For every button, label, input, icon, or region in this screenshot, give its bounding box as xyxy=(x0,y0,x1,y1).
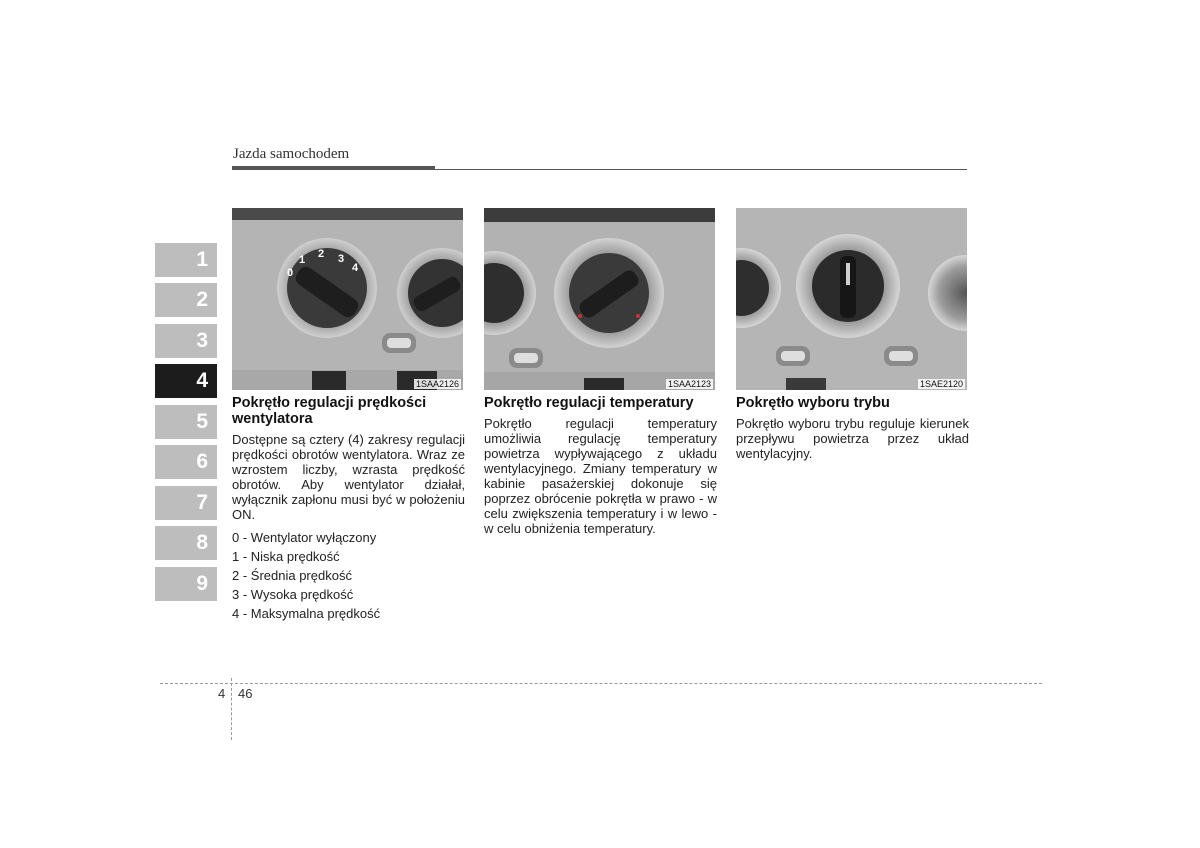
list-item: 1 - Niska prędkość xyxy=(232,549,340,564)
chapter-tab-2[interactable]: 2 xyxy=(155,283,217,317)
section-body: Pokrętło wyboru trybu reguluje kierunek przepływu powietrza przez układ wentylacyjny. xyxy=(736,416,969,461)
section-title: Pokrętło regulacji temperatury xyxy=(484,395,694,411)
footer-divider xyxy=(160,683,1042,684)
list-item: 2 - Średnia prędkość xyxy=(232,568,352,583)
photo-code: 1SAE2120 xyxy=(919,379,963,389)
chapter-tab-5[interactable]: 5 xyxy=(155,405,217,439)
section-body: Pokrętło regulacji temperatury umożliwia regulację temperatury powietrza wypływającego z układu wentylacyjnego. Zmiany temperatury w kabinie pasażerskiej dokonuje się poprzez obrócenie pokrętła w prawo - w celu zwiększenia temperatury i w lewo - w celu obniżenia temperatury. xyxy=(484,416,717,536)
list-item: 3 - Wysoka prędkość xyxy=(232,587,354,602)
list-item: 4 - Maksymalna prędkość xyxy=(232,606,381,621)
mode-section xyxy=(736,395,969,461)
photo-code: 1SAA2123 xyxy=(667,379,711,389)
header-rule-thin xyxy=(435,169,967,170)
dial-number-3: 3 xyxy=(338,253,345,265)
header-rule xyxy=(232,166,435,170)
chapter-number: 4 xyxy=(218,686,226,701)
chapter-tab-1[interactable]: 1 xyxy=(155,243,217,277)
temperature-section xyxy=(484,395,717,536)
fan-speed-section xyxy=(232,395,465,623)
fan-speed-knob-photo xyxy=(232,208,463,390)
dial-number-1: 1 xyxy=(299,254,306,266)
page-header-title: Jazda samochodem xyxy=(233,146,350,162)
chapter-tab-8[interactable]: 8 xyxy=(155,526,217,560)
photo-code: 1SAA2126 xyxy=(415,379,459,389)
dial-number-2: 2 xyxy=(318,248,325,260)
section-title: Pokrętło regulacji prędkości wentylatora xyxy=(232,395,427,427)
temperature-knob-photo xyxy=(484,208,715,390)
mode-knob-photo xyxy=(736,208,967,390)
dial-number-0: 0 xyxy=(287,267,294,279)
chapter-tab-3[interactable]: 3 xyxy=(155,324,217,358)
dial-number-4: 4 xyxy=(352,262,359,274)
chapter-tab-9[interactable]: 9 xyxy=(155,567,217,601)
fan-speed-list xyxy=(232,528,465,623)
section-title: Pokrętło wyboru trybu xyxy=(736,395,890,411)
section-body: Dostępne są cztery (4) zakresy regulacji prędkości obrotów wentylatora. Wraz ze wzrostem liczby, wzrasta prędkość obrotów. Aby wentylator działał, wyłącznik zapłonu musi być w położeniu ON. xyxy=(232,432,465,522)
footer-vertical-divider xyxy=(231,678,232,740)
chapter-tab-4-active[interactable]: 4 xyxy=(155,364,217,398)
chapter-tab-6[interactable]: 6 xyxy=(155,445,217,479)
list-item: 0 - Wentylator wyłączony xyxy=(232,530,377,545)
chapter-tab-7[interactable]: 7 xyxy=(155,486,217,520)
page-number: 46 xyxy=(238,686,253,701)
